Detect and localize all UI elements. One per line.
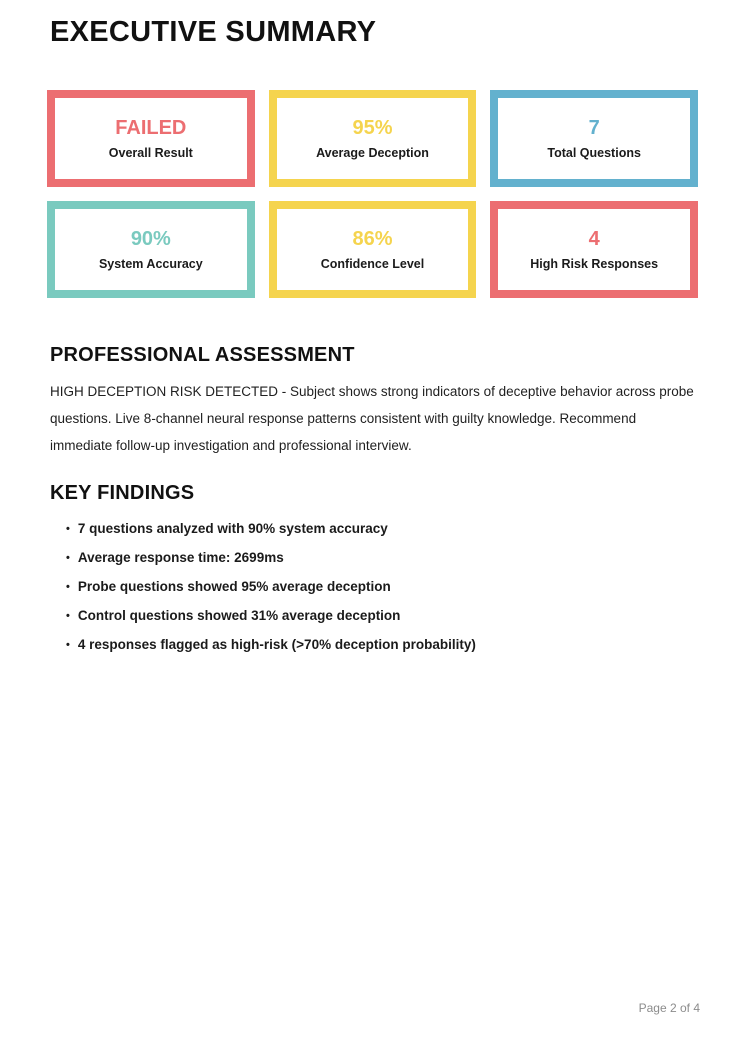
metric-card [47, 90, 255, 187]
metric-value: FAILED [115, 116, 187, 139]
finding-item: • Control questions showed 31% average deception [66, 608, 690, 624]
page-number: Page 2 of 4 [638, 1001, 700, 1015]
metric-value: 95% [352, 116, 393, 139]
page-title: EXECUTIVE SUMMARY [50, 16, 377, 48]
metric-card [269, 201, 477, 298]
metric-value: 90% [130, 227, 171, 250]
finding-item: • 7 questions analyzed with 90% system accuracy [66, 521, 690, 537]
metric-value: 4 [588, 227, 600, 250]
finding-item: • Average response time: 2699ms [66, 550, 690, 566]
finding-item: • Probe questions showed 95% average deception [66, 579, 690, 595]
metric-label: System Accuracy [98, 256, 203, 271]
metric-value: 86% [352, 227, 393, 250]
metric-label: Average Deception [316, 145, 429, 160]
metric-card [490, 90, 698, 187]
assessment-heading: PROFESSIONAL ASSESSMENT [50, 344, 355, 366]
metric-card [47, 201, 255, 298]
assessment-body: HIGH DECEPTION RISK DETECTED - Subject shows strong indicators of deceptive behavior across probe questions. Live 8-channel neural response patterns consistent with guilty knowledge. Recommend immediate follow-up investigation and professional interview. [50, 384, 694, 453]
metrics-grid [47, 90, 698, 298]
findings-heading: KEY FINDINGS [50, 482, 195, 504]
metric-label: Overall Result [108, 145, 193, 160]
metric-card [490, 201, 698, 298]
metric-label: Confidence Level [320, 256, 425, 271]
metric-label: High Risk Responses [530, 256, 659, 271]
metric-value: 7 [588, 116, 600, 139]
findings-list [50, 521, 690, 666]
finding-item: • 4 responses flagged as high-risk (>70% deception probability) [66, 637, 690, 653]
metric-label: Total Questions [547, 145, 641, 160]
metric-card [269, 90, 477, 187]
